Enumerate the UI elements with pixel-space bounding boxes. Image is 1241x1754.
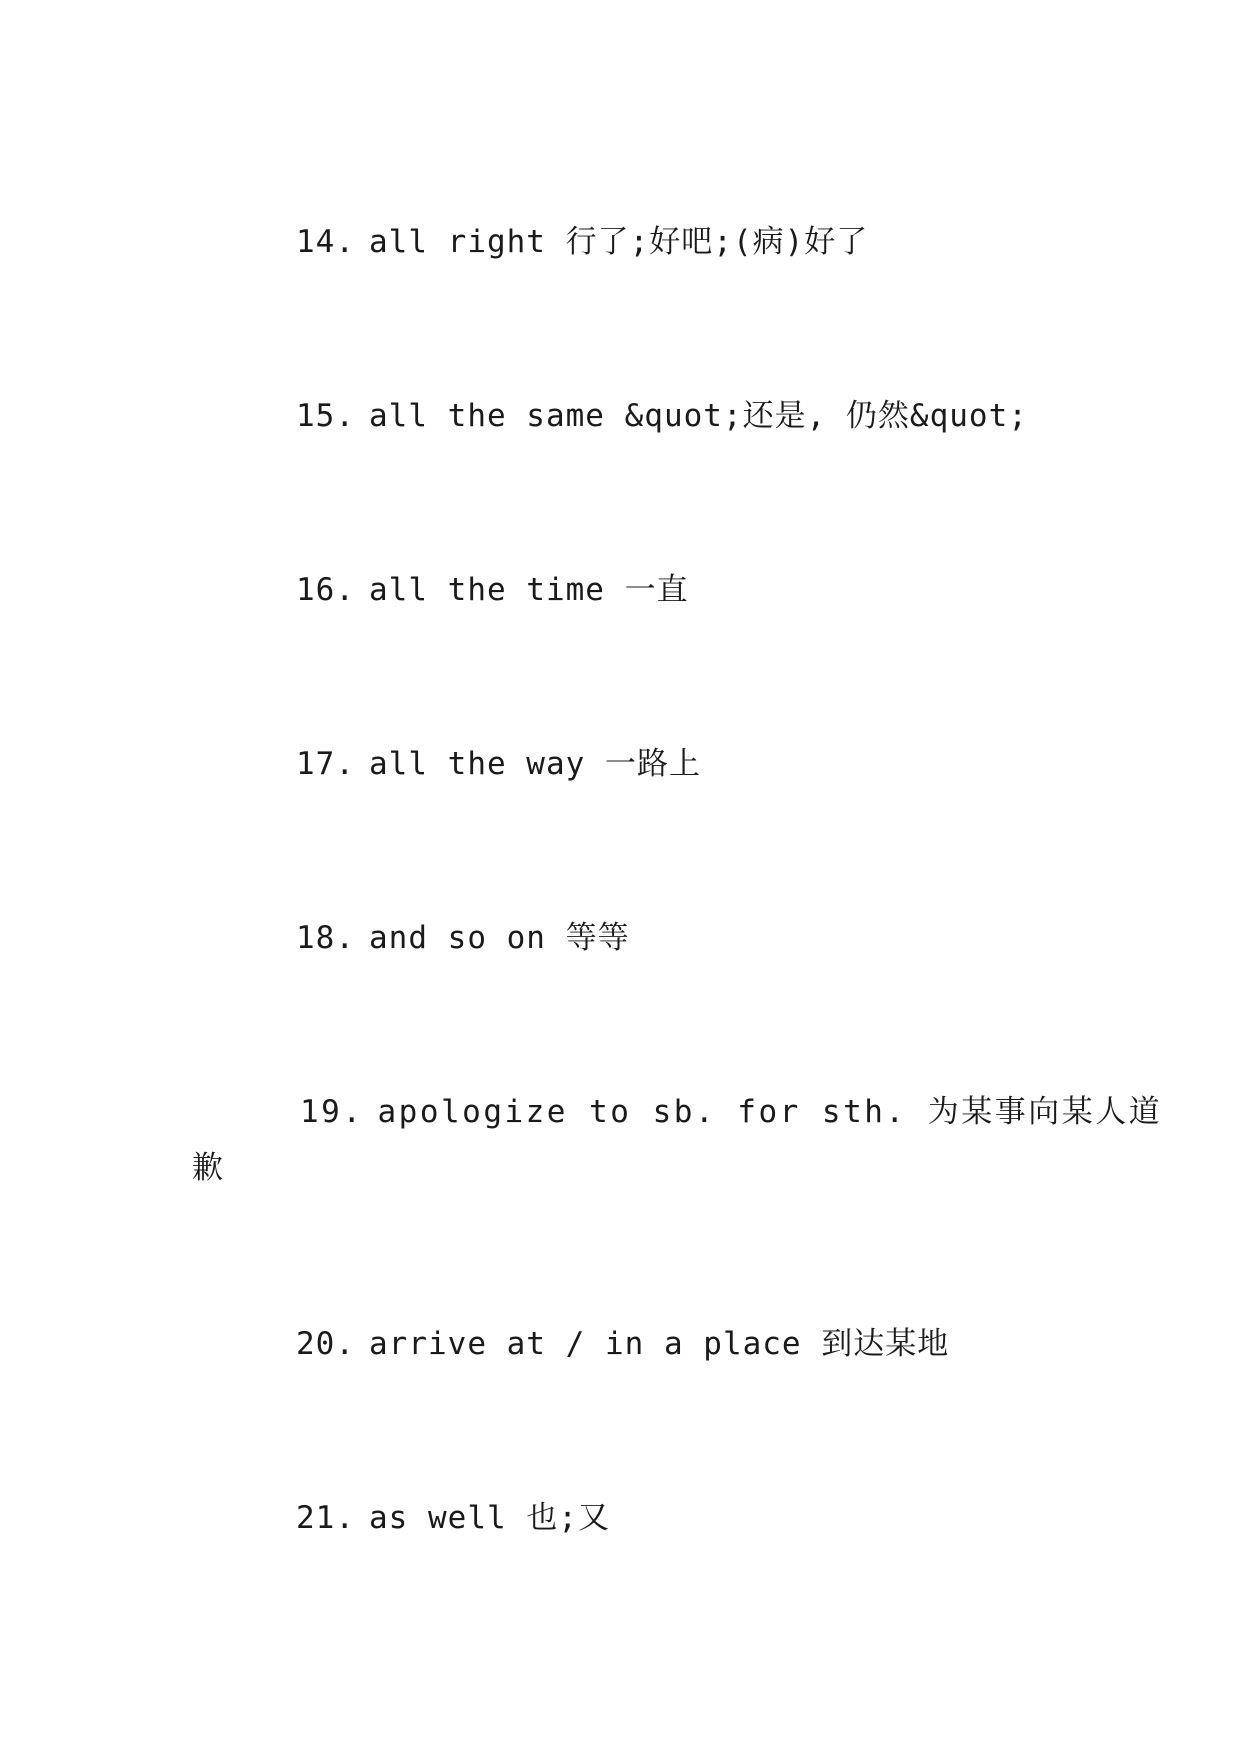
- item-text-continuation: 歉: [192, 1150, 226, 1186]
- item-text: all right 行了;好吧;(病)好了: [369, 224, 869, 260]
- item-text: arrive at / in a place 到达某地: [369, 1326, 950, 1362]
- item-text: and so on 等等: [369, 920, 630, 956]
- item-number: 21.: [296, 1500, 355, 1536]
- item-text: as well 也;又: [369, 1500, 610, 1536]
- list-item: [296, 396, 1028, 436]
- item-number: 14.: [296, 224, 355, 260]
- list-item: [296, 918, 630, 958]
- item-text: all the time 一直: [369, 572, 689, 608]
- item-number: 15.: [296, 398, 355, 434]
- list-item: [296, 1324, 949, 1364]
- item-number: 17.: [296, 746, 355, 782]
- list-item: [296, 570, 689, 610]
- item-number: 18.: [296, 920, 355, 956]
- list-item: [296, 744, 701, 784]
- item-number: 16.: [296, 572, 355, 608]
- list-item: [296, 1498, 610, 1538]
- item-text: all the way 一路上: [369, 746, 701, 782]
- item-number: 20.: [296, 1326, 355, 1362]
- list-item: [192, 1092, 1163, 1186]
- item-text: all the same &quot;还是, 仍然&quot;: [369, 398, 1028, 434]
- list-item: [296, 222, 868, 262]
- item-text: apologize to sb. for sth. 为某事向某人道: [377, 1094, 1163, 1130]
- item-number: 19.: [300, 1094, 364, 1130]
